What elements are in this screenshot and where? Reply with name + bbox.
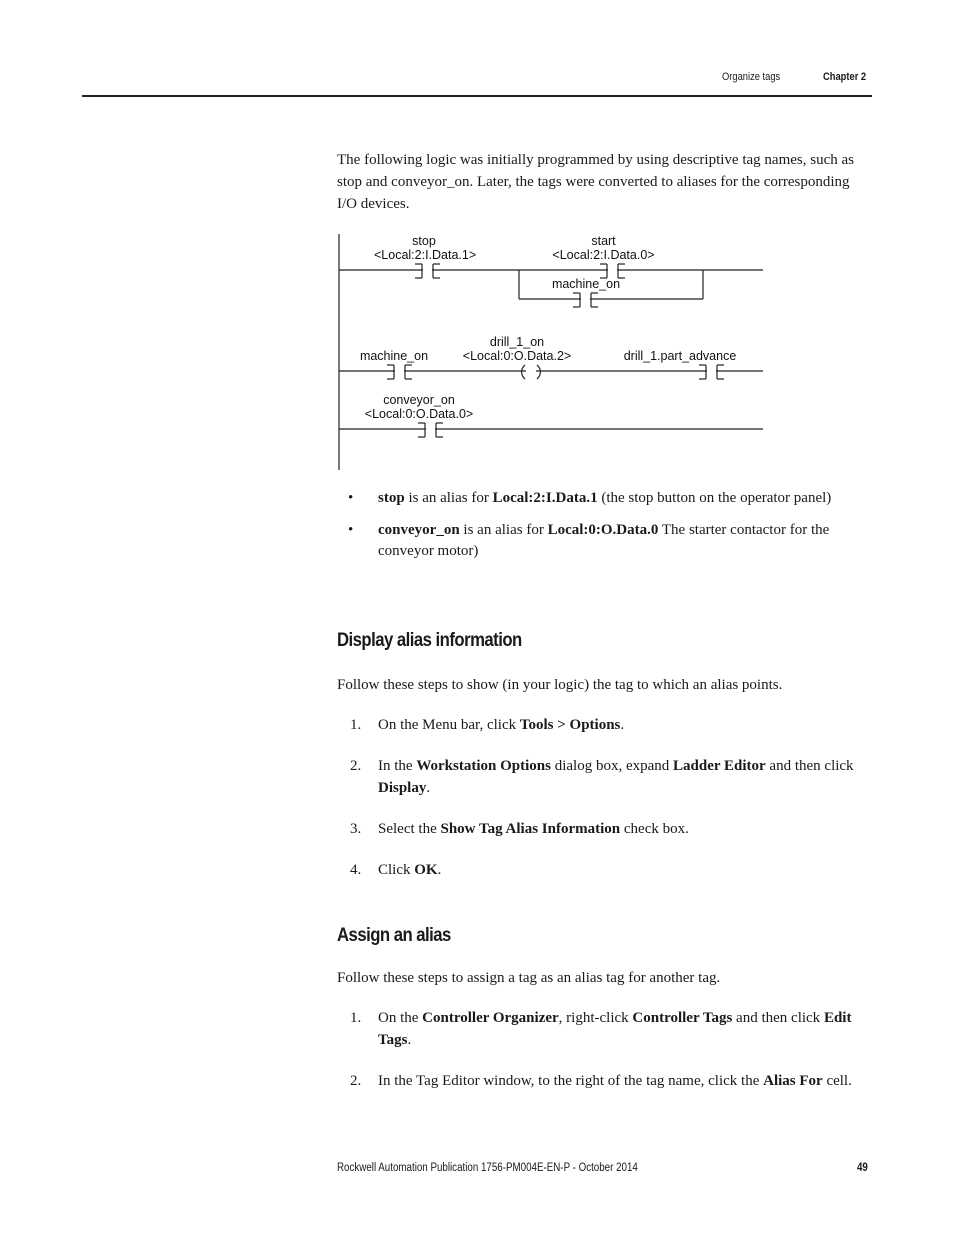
assign-alias-intro: Follow these steps to assign a tag as an alias tag for another tag. [337,970,721,986]
running-header-chapter: Chapter 2 [823,71,867,83]
step-item: 1. On the Controller Organizer, right-click Controller Tags and then click Edit Tags. [350,1010,852,1048]
part-advance-label: drill_1.part_advance [623,349,737,363]
start-label: start <Local:2:I.Data.0> [552,234,655,262]
page-number: 49 [857,1162,868,1174]
step-item: 2. In the Tag Editor window, to the right of the tag name, click the Alias For cell. [350,1073,852,1089]
bullet-icon: • [348,522,354,538]
list-item: • stop is an alias for Local:2:I.Data.1 (the stop button on the operator panel) [337,488,872,509]
step-item: 1. On the Menu bar, click Tools > Options. [350,717,625,733]
header-rule [82,95,872,97]
step-item: 4. Click OK. [350,862,442,878]
assign-alias-heading: Assign an alias [337,925,451,946]
display-alias-steps [337,714,872,900]
display-alias-intro: Follow these steps to show (in your logic) the tag to which an alias points. [337,677,783,693]
drill-label: drill_1_on <Local:0:O.Data.2> [462,335,572,363]
display-alias-heading: Display alias information [337,630,522,651]
bullet-icon: • [348,490,354,506]
machine-on-label: machine_on [359,349,429,363]
stop-label: stop <Local:2:I.Data.1> [374,234,477,262]
assign-alias-steps [337,1007,872,1111]
running-header-section: Organize tags [722,71,781,83]
conveyor-label: conveyor_on <Local:0:O.Data.0> [364,393,474,421]
step-item: 2. In the Workstation Options dialog box, expand Ladder Editor and then click Display. [350,758,854,796]
machine-on-branch-label: machine_on [551,277,621,291]
footer-publication: Rockwell Automation Publication 1756-PM004E-EN-P - October 2014 [337,1162,638,1174]
list-item: • conveyor_on is an alias for Local:0:O.Data.0 The starter contactor for the conveyor motor) [348,522,830,559]
ladder-diagram [330,228,770,473]
alias-bullet-list [337,488,872,573]
intro-paragraph: The following logic was initially programmed by using descriptive tag names, such as stop and conveyor_on. Later, the tags were converted to aliases for the corresponding I/O devices. [337,152,854,212]
step-item: 3. Select the Show Tag Alias Information check box. [350,821,689,837]
